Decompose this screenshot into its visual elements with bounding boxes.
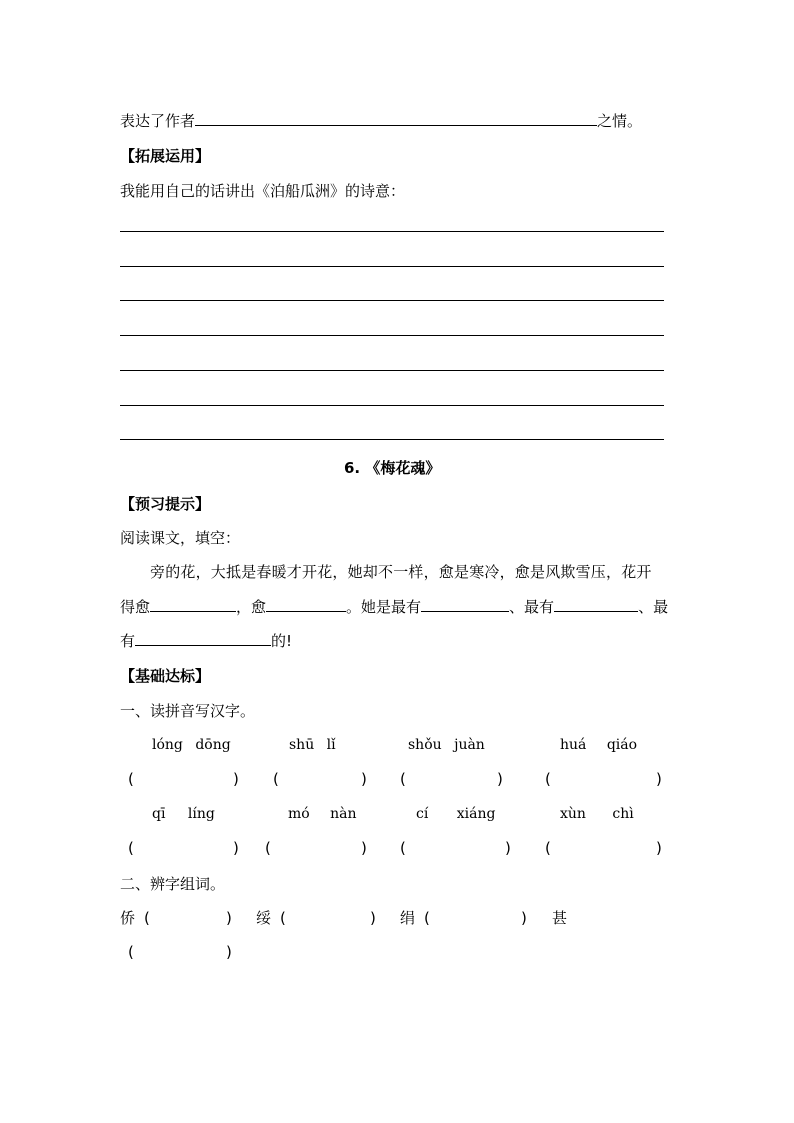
question-2-title: 二、辨字组词。 <box>120 875 226 893</box>
paren-open: ( <box>273 770 279 788</box>
pinyin-item: xùn chì <box>560 806 634 822</box>
paren-close: ) <box>361 839 367 857</box>
preview-line-1: 旁的花，大抵是春暖才开花，她却不一样，愈是寒冷，愈是风欺雪压，花开 <box>150 563 652 581</box>
paren-open: ( <box>128 839 134 857</box>
paren-open: ( <box>128 943 134 961</box>
pinyin-item: cí xiáng <box>416 806 496 822</box>
paren-open: ( <box>545 770 551 788</box>
line3-text: 有 <box>120 632 136 650</box>
paren-close: ) <box>656 839 662 857</box>
section-heading-extension: 【拓展运用】 <box>120 147 211 165</box>
extension-prompt: 我能用自己的话讲出《泊船瓜洲》的诗意： <box>120 182 406 200</box>
paren-open: ( <box>400 770 406 788</box>
paren-close: ) <box>361 770 367 788</box>
writing-line[interactable] <box>120 266 664 267</box>
paren-open: ( <box>265 839 271 857</box>
pinyin-item: huá qiáo <box>560 737 638 753</box>
answer-blank[interactable] <box>195 111 597 126</box>
line2-text: 、最 <box>638 598 669 616</box>
char-item: 绥 <box>256 909 272 927</box>
writing-line[interactable] <box>120 370 664 371</box>
paren-close: ) <box>226 909 232 927</box>
answer-blank[interactable] <box>135 631 271 646</box>
pinyin-item: shū lǐ <box>289 737 336 753</box>
paren-open: ( <box>545 839 551 857</box>
pinyin-item: shǒu juàn <box>408 737 485 753</box>
answer-blank[interactable] <box>554 597 638 612</box>
section-heading-basic: 【基础达标】 <box>120 667 211 685</box>
pinyin-item: qī líng <box>152 806 215 822</box>
paren-close: ) <box>497 770 503 788</box>
line2-text: 、最有 <box>509 598 555 616</box>
line2-text: 。她是最有 <box>346 598 422 616</box>
line3-text: 的! <box>271 632 293 650</box>
preview-instruction: 阅读课文，填空： <box>120 529 241 547</box>
question-1-title: 一、读拼音写汉字。 <box>120 702 256 720</box>
answer-blank[interactable] <box>266 597 346 612</box>
writing-line[interactable] <box>120 300 664 301</box>
paren-close: ) <box>656 770 662 788</box>
pinyin-item: lóng dōng <box>152 737 231 753</box>
writing-line[interactable] <box>120 405 664 406</box>
pinyin-item: mó nàn <box>288 806 357 822</box>
section-heading-preview: 【预习提示】 <box>120 495 211 513</box>
char-item: 绢 <box>400 909 416 927</box>
paren-open: ( <box>400 839 406 857</box>
lesson-title: 6. 《梅花魂》 <box>344 459 441 477</box>
preview-line-3 <box>120 631 292 651</box>
line2-text: ，愈 <box>236 598 267 616</box>
expressed-suffix: 之情。 <box>597 112 643 130</box>
paren-close: ) <box>233 839 239 857</box>
paren-open: ( <box>424 909 430 927</box>
char-item: 侨 <box>120 909 136 927</box>
paren-close: ) <box>370 909 376 927</box>
paren-open: ( <box>144 909 150 927</box>
writing-line[interactable] <box>120 231 664 232</box>
paren-close: ) <box>226 943 232 961</box>
paren-open: ( <box>128 770 134 788</box>
preview-line-2 <box>120 597 668 617</box>
paren-open: ( <box>280 909 286 927</box>
expressed-prefix: 表达了作者 <box>120 112 196 130</box>
char-item: 甚 <box>552 909 568 927</box>
line2-text: 得愈 <box>120 598 151 616</box>
paren-close: ) <box>521 909 527 927</box>
answer-blank[interactable] <box>421 597 509 612</box>
paren-close: ) <box>505 839 511 857</box>
paren-close: ) <box>233 770 239 788</box>
expressed-sentence <box>120 111 642 131</box>
writing-line[interactable] <box>120 439 664 440</box>
answer-blank[interactable] <box>150 597 236 612</box>
writing-line[interactable] <box>120 335 664 336</box>
